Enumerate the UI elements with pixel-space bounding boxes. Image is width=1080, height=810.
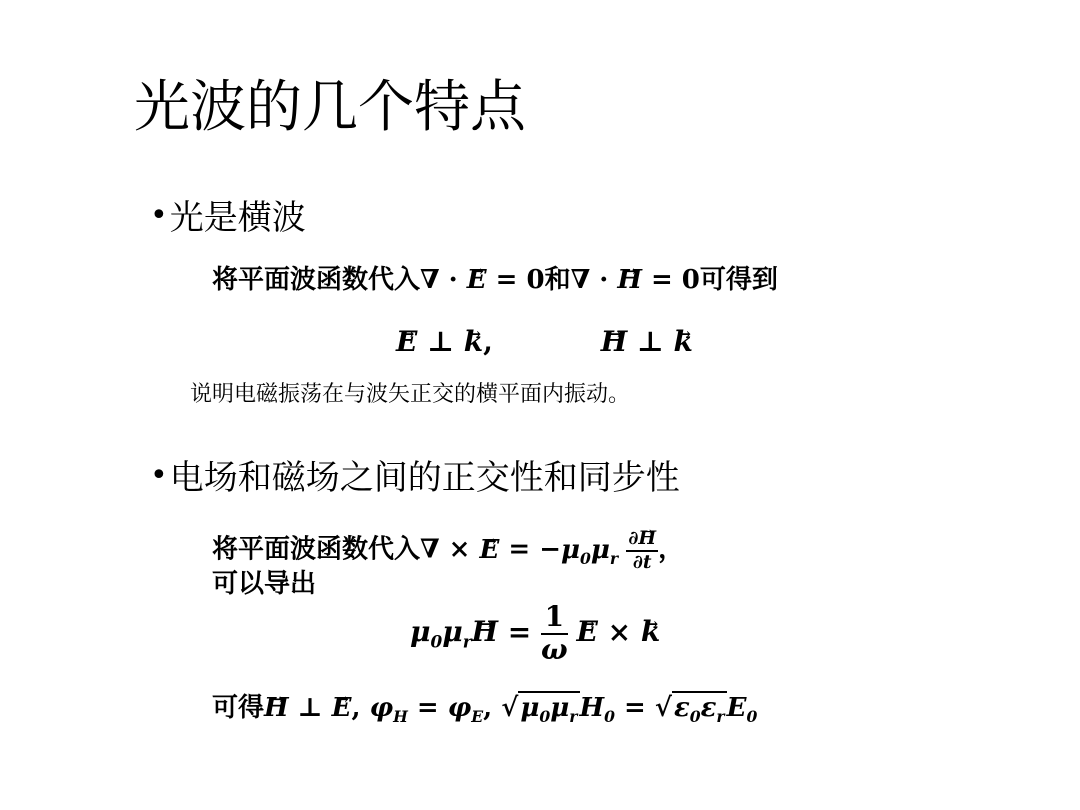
bullet-label: 电场和磁场之间的正交性和同步性 (169, 458, 680, 498)
equation-final-relations: 可得H → ⊥ E →, $\varphi_H = \varphi_E$, $√\mu_0\mu_rH_0 = √\varepsilon_0\varepsilon_rE_0$ (212, 690, 757, 735)
bullet-transverse-wave (150, 198, 306, 240)
slide-title: 光波的几个特点 (134, 75, 526, 140)
equation-text: 将平面波函数代入 (212, 265, 421, 295)
explanation-note: 说明电磁振荡在与波矢正交的横平面内振动。 (190, 382, 631, 407)
bullet-orthogonality-sync (150, 458, 680, 500)
equation-substitution-divergence: 将平面波函数代入∇ · E → = 0和∇ · H → = 0可得到 (212, 262, 778, 298)
bullet-label: 光是横波 (169, 198, 306, 238)
bullet-dot: • (150, 198, 168, 233)
equation-mu-h: $\mu_0\mu_rH$ → = $\frac{1}{\omega}$ E → × k → (410, 602, 660, 666)
derive-label: 可以导出 (212, 569, 317, 599)
equation-orthogonality-k: E → ⊥ k →, H → ⊥ k → (396, 324, 693, 360)
equation-substitution-curl: 将平面波函数代入∇ × E → = $-\mu_0\mu_r$ $\frac{\partial H \to}{\partial t}$ ， (212, 528, 684, 577)
bullet-dot: • (150, 458, 168, 493)
